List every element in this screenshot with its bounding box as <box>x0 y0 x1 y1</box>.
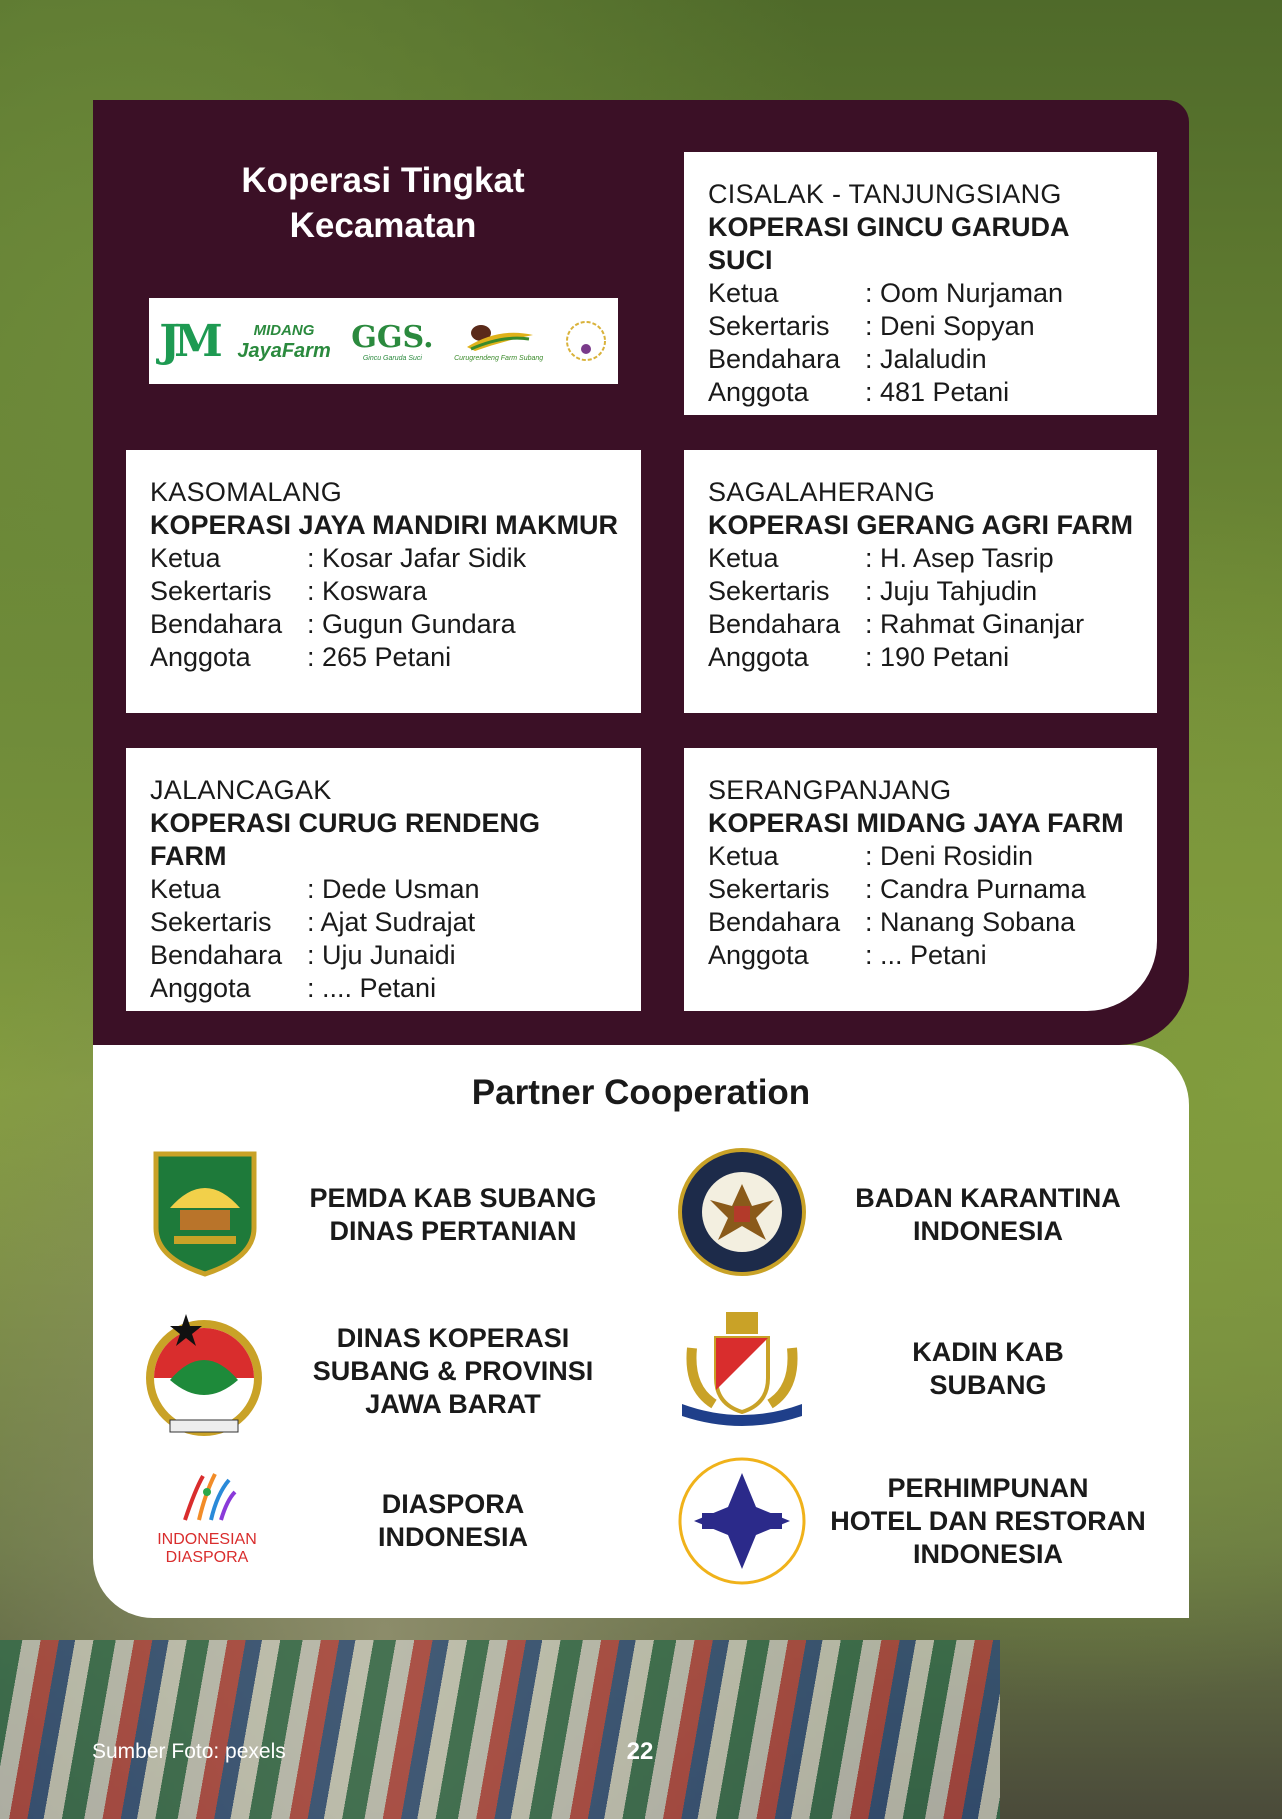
jm-logo: JM <box>159 315 217 367</box>
section-title-text: Koperasi Tingkat Kecamatan <box>241 161 525 245</box>
background-photo-bag <box>0 1640 1000 1819</box>
partner-line: DINAS PERTANIAN <box>329 1216 577 1246</box>
card-row-bendahara <box>708 608 1135 641</box>
card-row-anggota <box>150 641 619 674</box>
row-label: Ketua <box>150 874 221 904</box>
card-area: JALANCAGAK <box>150 775 332 805</box>
partner-title: Partner Cooperation <box>471 1073 811 1112</box>
cooperative-logos <box>149 298 618 384</box>
ggs-logo-sub: Gincu Garuda Suci <box>362 355 422 362</box>
row-label: Bendahara <box>150 609 283 639</box>
row-value: : Nanang Sobana <box>865 907 1076 937</box>
row-label: Ketua <box>150 543 221 573</box>
partner-line: INDONESIA <box>912 1539 1064 1569</box>
card-area: SAGALAHERANG <box>708 477 936 507</box>
phri-seal-icon <box>676 1455 808 1587</box>
pemda-subang-logo <box>150 1148 260 1283</box>
row-label: Bendahara <box>708 344 841 374</box>
card-row-ketua <box>708 542 1135 575</box>
card-cooperative-name: KOPERASI JAYA MANDIRI MAKMUR <box>150 510 619 540</box>
card-row-sekertaris <box>150 906 619 939</box>
shield-emblem-icon <box>150 1148 260 1278</box>
partner-line: KADIN KAB <box>912 1337 1064 1367</box>
card-cooperative-name: KOPERASI CURUG RENDENG FARM <box>150 808 541 871</box>
partner-line: DIASPORA <box>381 1489 525 1519</box>
card-row-sekertaris <box>708 310 1135 343</box>
row-label: Bendahara <box>708 609 841 639</box>
row-label: Sekertaris <box>708 874 830 904</box>
row-value: : Jalaludin <box>865 344 987 374</box>
card-row-ketua <box>708 277 1135 310</box>
photo-source: Sumber Foto: pexels <box>92 1740 286 1763</box>
card-row-sekertaris <box>150 575 619 608</box>
row-label: Anggota <box>150 642 251 672</box>
midang-logo <box>237 321 330 361</box>
row-label: Bendahara <box>150 940 283 970</box>
row-label: Sekertaris <box>708 576 830 606</box>
row-value: : Ajat Sudrajat <box>307 907 476 937</box>
row-value: : H. Asep Tasrip <box>865 543 1054 573</box>
midang-logo-top: MIDANG <box>253 322 315 339</box>
section-title <box>149 158 617 248</box>
card-row-anggota <box>708 641 1135 674</box>
card-row-ketua <box>150 542 619 575</box>
partner-phri-name <box>830 1472 1146 1571</box>
cooperative-card <box>126 748 641 1011</box>
row-label: Bendahara <box>708 907 841 937</box>
ggs-logo <box>351 320 433 362</box>
diaspora-figures-icon <box>175 1470 239 1526</box>
midang-logo-bottom: JayaFarm <box>237 340 331 362</box>
card-cooperative-name: KOPERASI GERANG AGRI FARM <box>708 510 1134 540</box>
row-value: : Rahmat Ginanjar <box>865 609 1085 639</box>
partner-line: INDONESIA <box>912 1216 1064 1246</box>
garuda-seal-icon <box>678 1148 806 1276</box>
row-label: Anggota <box>708 642 809 672</box>
card-cooperative-name: KOPERASI GINCU GARUDA SUCI <box>708 212 1069 275</box>
row-value: : Juju Tahjudin <box>865 576 1038 606</box>
card-row-ketua <box>150 873 619 906</box>
ggs-logo-text: GGS. <box>351 320 434 355</box>
leaf-icon <box>463 321 535 355</box>
row-value: : Oom Nurjaman <box>865 278 1064 308</box>
partner-line: HOTEL DAN RESTORAN <box>830 1506 1146 1536</box>
card-area: CISALAK - TANJUNGSIANG <box>708 179 1062 209</box>
diaspora-logo-line: DIASPORA <box>165 1549 249 1566</box>
partner-line: SUBANG <box>929 1370 1047 1400</box>
card-row-bendahara <box>708 906 1135 939</box>
partner-line: PEMDA KAB SUBANG <box>309 1183 597 1213</box>
row-value: : 190 Petani <box>865 642 1010 672</box>
row-label: Ketua <box>708 278 779 308</box>
cooperative-card <box>684 748 1157 1011</box>
partner-line: SUBANG & PROVINSI <box>312 1356 594 1386</box>
row-label: Anggota <box>708 377 809 407</box>
row-value: : ... Petani <box>865 940 987 970</box>
badan-karantina-logo <box>678 1148 806 1281</box>
card-row-bendahara <box>150 939 619 972</box>
row-label: Ketua <box>708 841 779 871</box>
row-value: : 265 Petani <box>307 642 452 672</box>
gerang-badge-icon <box>564 319 608 363</box>
diaspora-logo-line: INDONESIAN <box>157 1531 257 1548</box>
row-value: : Candra Purnama <box>865 874 1086 904</box>
card-row-bendahara <box>150 608 619 641</box>
card-row-anggota <box>708 939 1135 972</box>
row-value: : Gugun Gundara <box>307 609 516 639</box>
row-label: Sekertaris <box>150 576 272 606</box>
row-value: : Koswara <box>307 576 428 606</box>
kadin-logo <box>678 1308 806 1433</box>
koperasi-indonesia-logo <box>140 1310 268 1445</box>
partner-line: BADAN KARANTINA <box>855 1183 1121 1213</box>
row-value: : 481 Petani <box>865 377 1010 407</box>
cooperative-card <box>684 152 1157 415</box>
row-value: : Kosar Jafar Sidik <box>307 543 527 573</box>
row-value: : Deni Sopyan <box>865 311 1035 341</box>
partner-pemda-name <box>300 1182 606 1248</box>
partner-kadin-name <box>830 1336 1146 1402</box>
koperasi-emblem-icon <box>140 1310 268 1440</box>
partner-line: JAWA BARAT <box>365 1389 541 1419</box>
row-label: Sekertaris <box>150 907 272 937</box>
row-value: : Deni Rosidin <box>865 841 1034 871</box>
partner-line: PERHIMPUNAN <box>887 1473 1089 1503</box>
curug-logo-sub: Curugrendeng Farm Subang <box>454 354 544 362</box>
partner-koperasi-name <box>300 1322 606 1421</box>
card-row-sekertaris <box>708 575 1135 608</box>
page-number: 22 <box>626 1738 654 1765</box>
card-area: SERANGPANJANG <box>708 775 952 805</box>
indonesian-diaspora-logo <box>152 1470 262 1567</box>
row-label: Anggota <box>708 940 809 970</box>
row-value: : .... Petani <box>307 973 437 1003</box>
row-label: Ketua <box>708 543 779 573</box>
card-row-anggota <box>708 376 1135 409</box>
curug-rendeng-logo <box>454 321 543 362</box>
row-value: : Uju Junaidi <box>307 940 456 970</box>
phri-logo <box>676 1455 808 1592</box>
card-row-bendahara <box>708 343 1135 376</box>
partner-karantina-name <box>830 1182 1146 1248</box>
cooperative-card <box>684 450 1157 713</box>
cooperative-card <box>126 450 641 713</box>
partner-diaspora-name <box>300 1488 606 1554</box>
gerang-logo <box>564 319 608 363</box>
card-area: KASOMALANG <box>150 477 343 507</box>
kadin-crest-icon <box>678 1308 806 1428</box>
card-row-sekertaris <box>708 873 1135 906</box>
row-label: Anggota <box>150 973 251 1003</box>
card-cooperative-name: KOPERASI MIDANG JAYA FARM <box>708 808 1124 838</box>
card-row-ketua <box>708 840 1135 873</box>
partner-line: INDONESIA <box>377 1522 529 1552</box>
row-value: : Dede Usman <box>307 874 480 904</box>
row-label: Sekertaris <box>708 311 830 341</box>
partner-line: DINAS KOPERASI <box>336 1323 570 1353</box>
card-row-anggota <box>150 972 619 1005</box>
